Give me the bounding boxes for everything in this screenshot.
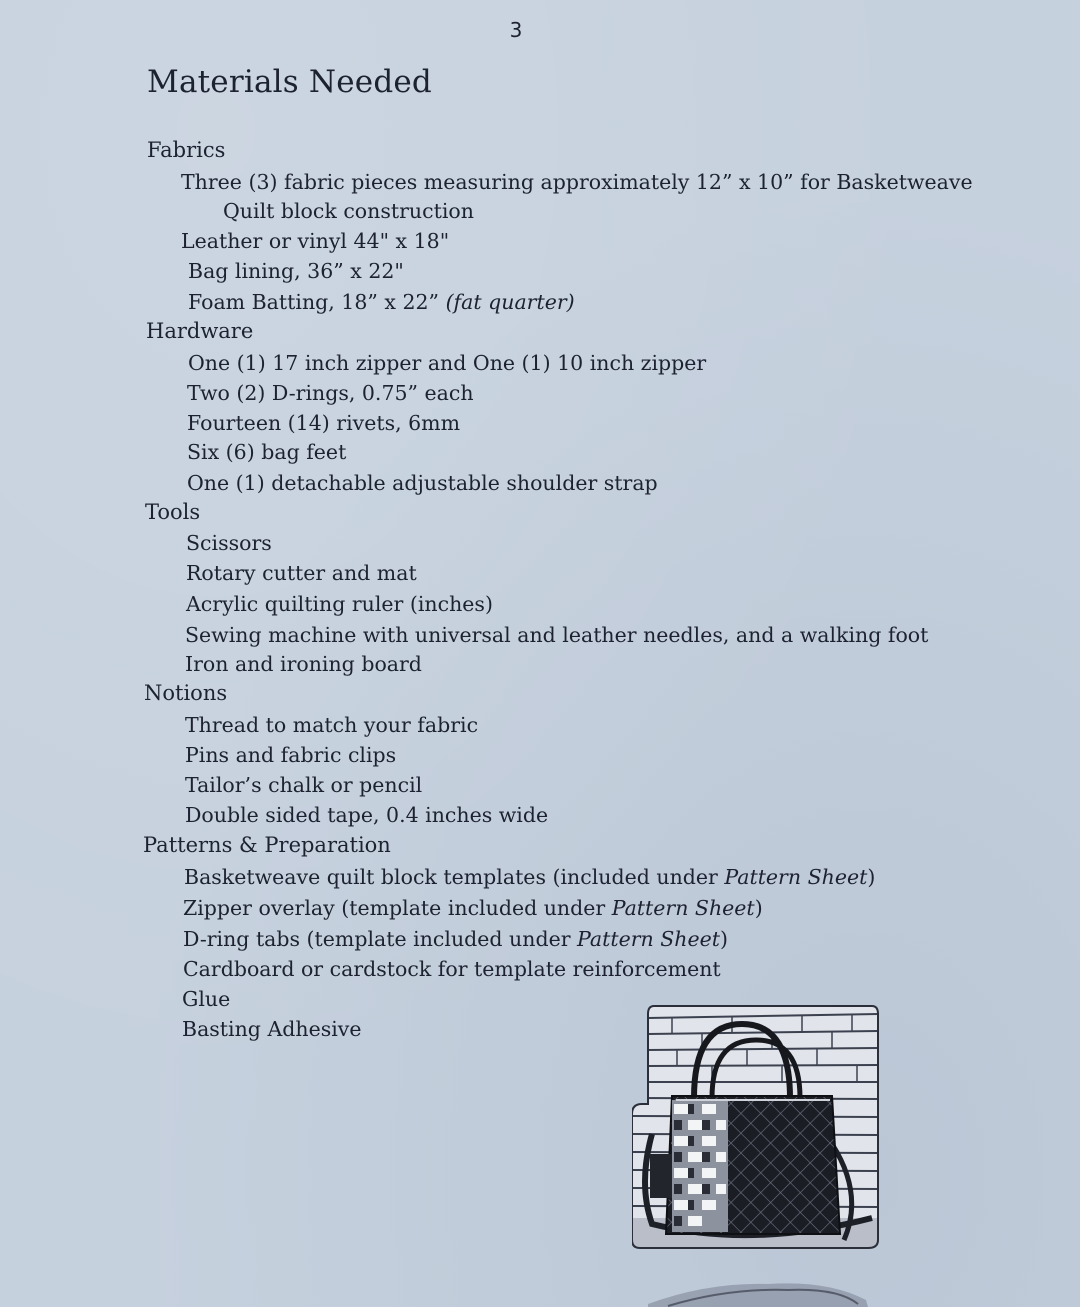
list-item-shoulder-strap: One (1) detachable adjustable shoulder strap (187, 471, 658, 495)
section-heading-tools: Tools (145, 500, 201, 524)
list-item-glue: Glue (182, 987, 231, 1011)
d-ring-tabs-text: D-ring tabs (template included under (183, 927, 578, 951)
close-paren: ) (867, 865, 876, 889)
list-item-zippers: One (1) 17 inch zipper and One (1) 10 inch zipper (188, 351, 707, 375)
list-item-foam-batting (188, 289, 575, 315)
photo-scene (632, 1004, 880, 1252)
close-paren: ) (720, 927, 729, 951)
list-item-tailors-chalk: Tailor’s chalk or pencil (185, 773, 423, 797)
foam-batting-text: Foam Batting, 18” x 22” (188, 290, 440, 314)
page-title: Materials Needed (147, 64, 432, 100)
pattern-sheet-ref: Pattern Sheet (611, 896, 755, 920)
fat-quarter-note: (fat quarter) (445, 290, 575, 314)
list-item-quilting-ruler: Acrylic quilting ruler (inches) (186, 592, 493, 616)
list-item-bag-lining: Bag lining, 36” x 22" (188, 259, 404, 283)
close-paren: ) (754, 896, 763, 920)
list-item-rivets: Fourteen (14) rivets, 6mm (187, 411, 461, 435)
list-item-basketweave-templates (184, 864, 875, 890)
list-item-zipper-overlay (183, 895, 763, 921)
list-item-pins-clips: Pins and fabric clips (185, 743, 397, 767)
section-heading-hardware: Hardware (146, 319, 254, 343)
pattern-sheet-ref: Pattern Sheet (577, 927, 721, 951)
basketweave-text: Basketweave quilt block templates (included under (184, 865, 725, 889)
tote-bag-photo (632, 1004, 880, 1252)
zipper-overlay-text: Zipper overlay (template included under (183, 896, 612, 920)
list-item-sewing-machine: Sewing machine with universal and leather needles, and a walking foot (185, 623, 929, 647)
section-heading-fabrics: Fabrics (147, 138, 226, 162)
list-item-d-ring-tabs (183, 926, 728, 952)
list-item-leather: Leather or vinyl 44" x 18" (181, 229, 450, 253)
list-item-rotary-cutter: Rotary cutter and mat (186, 561, 417, 585)
list-item-thread: Thread to match your fabric (185, 713, 479, 737)
section-heading-patterns: Patterns & Preparation (143, 833, 391, 857)
section-heading-notions: Notions (144, 681, 228, 705)
list-item-scissors: Scissors (186, 531, 272, 555)
list-item-fabric-pieces: Three (3) fabric pieces measuring approximately 12” x 10” for Basketweave (181, 170, 973, 194)
list-item-basting-adhesive: Basting Adhesive (182, 1017, 362, 1041)
list-item-cardboard: Cardboard or cardstock for template reinforcement (183, 957, 721, 981)
photo-reflection (648, 1276, 868, 1307)
list-item-iron: Iron and ironing board (185, 652, 422, 676)
pattern-sheet-ref: Pattern Sheet (724, 865, 868, 889)
page-number: 3 (509, 18, 523, 42)
list-item-bag-feet: Six (6) bag feet (187, 440, 347, 464)
list-item-fabric-pieces-continued: Quilt block construction (223, 199, 474, 223)
list-item-d-rings: Two (2) D-rings, 0.75” each (187, 381, 474, 405)
list-item-double-sided-tape: Double sided tape, 0.4 inches wide (185, 803, 549, 827)
